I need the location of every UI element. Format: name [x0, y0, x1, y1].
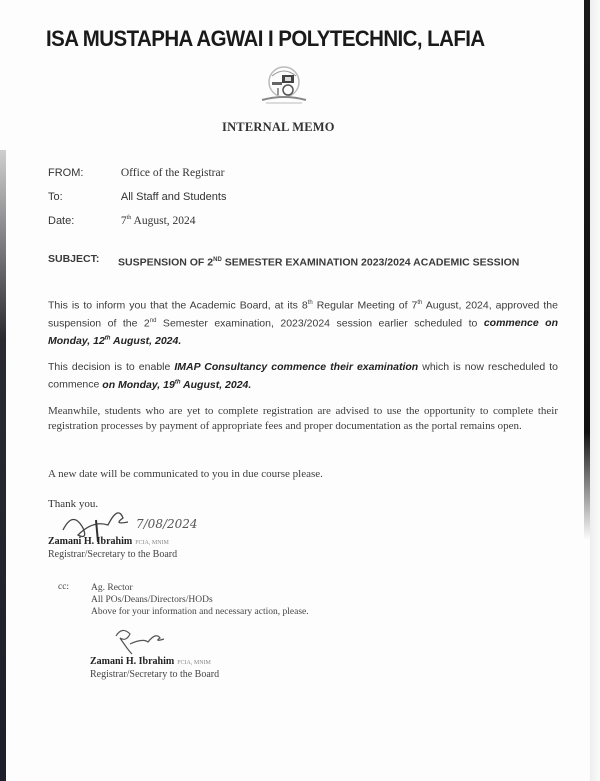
- thanks-text: Thank you.: [48, 498, 99, 510]
- subject-text: [118, 253, 558, 271]
- p1-emph-b: August, 2024.: [110, 334, 182, 347]
- cc-recipient: Ag. Rector: [91, 583, 133, 593]
- subject-suffix: ND: [213, 257, 222, 263]
- p1-sup-3: nd: [149, 317, 157, 324]
- memo-title: INTERNAL MEMO: [222, 120, 335, 134]
- paragraph-suspension: [48, 296, 558, 349]
- from-row: [48, 167, 224, 179]
- date-label: Date:: [48, 215, 75, 227]
- date-row: [48, 215, 196, 227]
- date-rest: August, 2024: [131, 215, 196, 227]
- imap-emphasis: IMAP Consultancy commence their examination: [174, 361, 419, 373]
- cc-label: cc:: [58, 582, 70, 592]
- signer-block: [48, 536, 177, 560]
- new-date-emphasis: [102, 379, 251, 391]
- institution-name: ISA MUSTAPHA AGWAI I POLYTECHNIC, LAFIA: [46, 26, 485, 51]
- date-suffix: th: [126, 215, 132, 222]
- cc-recipients: [91, 582, 309, 618]
- p2-emph-b: August, 2024.: [180, 378, 252, 391]
- memo-page: [8, 0, 584, 781]
- p2-text-b: which is now rescheduled to commence: [48, 361, 558, 391]
- p1-emph-a: commence on Monday, 12: [48, 317, 558, 347]
- p2-text-a: This decision is to enable: [48, 361, 175, 373]
- signer-role: Registrar/Secretary to the Board: [48, 549, 178, 560]
- from-value: Office of the Registrar: [120, 167, 225, 179]
- p1-sup-1: th: [307, 300, 313, 306]
- photo-left-edge: [0, 150, 6, 781]
- signer-credentials: FCIA, MNIM: [135, 540, 169, 546]
- p1-text-d: Semester examination, 2023/2024 session earlier scheduled to: [156, 317, 484, 329]
- paragraph-new-date: A new date will be communicated to you in due course please.: [48, 468, 323, 480]
- p1-text-c: August, 2024, approved the suspension of the 2: [48, 299, 558, 329]
- footer-signer-credentials: FCIA, MNIM: [177, 660, 211, 666]
- cc-block: [58, 582, 309, 618]
- cc-recipient: All POs/Deans/Directors/HODs: [91, 595, 213, 605]
- signature-date: 7/08/2024: [136, 517, 198, 531]
- footer-signer-name-text: Zamani H. Ibrahim: [90, 656, 175, 667]
- signer-name: [48, 536, 177, 547]
- from-label: FROM:: [48, 167, 84, 179]
- subject-text-pre: SUSPENSION OF 2: [118, 256, 214, 269]
- page-edge-shadow: [590, 0, 600, 781]
- footer-signer-name: [90, 656, 219, 667]
- p1-sup-2: th: [417, 300, 423, 306]
- p2-emph-a: on Monday, 19: [102, 378, 175, 391]
- cc-note: Above for your information and necessary action, please.: [91, 607, 309, 617]
- p2-emph-sup: th: [174, 379, 181, 385]
- paragraph-registration: Meanwhile, students who are yet to complete registration are advised to use the opportunity to complete their registration processes by payment of appropriate fees and proper documentation as the portal remains open.: [48, 405, 558, 432]
- subject-row: [48, 253, 558, 271]
- to-row: [48, 191, 226, 203]
- footer-signer-role: Registrar/Secretary to the Board: [90, 669, 220, 680]
- photo-right-edge: [584, 0, 590, 540]
- subject-label: SUBJECT:: [48, 253, 100, 265]
- to-value: All Staff and Students: [120, 191, 227, 203]
- p1-text-b: Regular Meeting of 7: [312, 299, 418, 312]
- footer-signature-icon: [108, 624, 188, 658]
- to-label: To:: [48, 191, 63, 203]
- date-value: [121, 215, 196, 227]
- subject-text-post: SEMESTER EXAMINATION 2023/2024 ACADEMIC SESSION: [221, 256, 520, 269]
- p1-emph-sup: th: [104, 335, 111, 341]
- date-day: 7: [120, 215, 127, 227]
- footer-signer-block: [90, 656, 219, 680]
- signer-name-text: Zamani H. Ibrahim: [48, 536, 133, 547]
- polytechnic-crest-icon: [256, 62, 312, 108]
- paragraph-reason: [48, 360, 558, 393]
- p1-text-a: This is to inform you that the Academic Board, at its 8: [48, 299, 308, 312]
